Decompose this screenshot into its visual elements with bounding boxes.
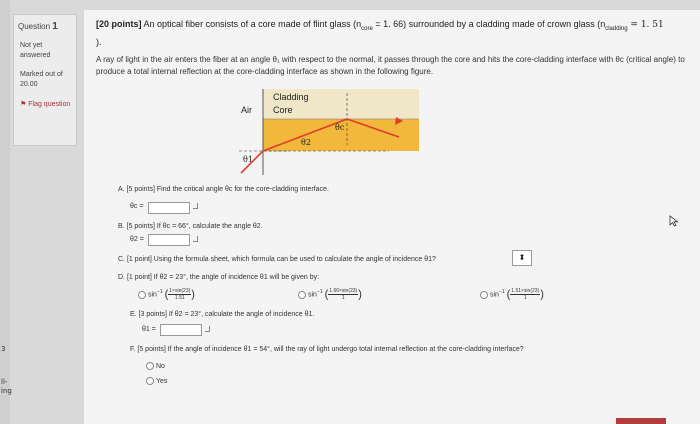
question-word: Question	[18, 22, 51, 31]
edge-mark: 3	[1, 345, 6, 353]
fraction-denominator: 1.51	[174, 295, 185, 301]
input-corner-icon	[205, 326, 210, 332]
part-a-var: θc =	[130, 203, 144, 210]
edge-mark: ing	[1, 387, 12, 395]
question-info-panel	[13, 14, 77, 146]
part-e-var: θ1 =	[142, 326, 156, 333]
question-header	[96, 18, 691, 49]
question-content	[84, 10, 700, 424]
cladding-subscript: cladding	[605, 25, 628, 32]
part-d-text: D. [1 point] If θ2 = 23°, the angle of incidence θ1 will be given by:	[118, 274, 320, 281]
intro-text: = 1. 51	[627, 20, 664, 30]
input-corner-icon	[193, 236, 198, 242]
question-status: Not yet answered	[20, 42, 51, 59]
option-prefix: sin	[490, 291, 499, 299]
mouse-cursor-icon	[668, 215, 680, 227]
radio-icon	[146, 377, 154, 385]
option-prefix: sin	[148, 291, 157, 299]
part-b-answer-input[interactable]	[148, 234, 190, 246]
core-label: Core	[273, 105, 293, 115]
radio-icon	[146, 362, 154, 370]
fraction-numerator: 1.51×sin(23)	[511, 288, 540, 294]
option-fraction	[328, 288, 358, 301]
theta-2-label: θ2	[301, 138, 311, 147]
paren-icon: (	[324, 288, 329, 301]
input-corner-icon	[193, 203, 198, 209]
paren-icon: (	[164, 288, 169, 301]
option-fraction	[510, 288, 540, 301]
radio-icon	[138, 291, 146, 299]
intro-text: ).	[96, 36, 102, 47]
part-f-text: F. [5 points] If the angle of incidence θ1 = 54°, will the ray of light undergo total internal reflection at the core-cladding interface?	[130, 346, 524, 353]
part-e-text: E. [3 points] If θ2 = 23°, calculate the angle of incidence θ1.	[130, 311, 315, 318]
question-number: 1	[52, 21, 58, 32]
option-prefix: sin	[308, 291, 317, 299]
option-fraction	[168, 288, 191, 301]
question-body: A ray of light in the air enters the fiber at an angle θ₁ with respect to the normal, it passes through the core and hits the core-cladding interface with θc (critical angle) to produce a total internal reflection at the core-cladding interface as shown in the following figure.	[96, 55, 685, 76]
part-f-option-no[interactable]	[146, 362, 165, 370]
part-a-text: A. [5 points] Find the critical angle θc for the core-cladding interface.	[118, 186, 329, 193]
theta-c-label: θc	[335, 123, 345, 132]
radio-icon	[298, 291, 306, 299]
part-b-text: B. [5 points] If θc = 66°, calculate the angle θ2.	[118, 223, 263, 230]
air-label: Air	[241, 105, 252, 115]
flag-icon: ⚑	[20, 101, 27, 108]
inverse-superscript: −1	[156, 289, 163, 296]
paren-icon: (	[506, 288, 511, 301]
flag-label: Flag question	[28, 101, 71, 108]
part-c-text: C. [1 point] Using the formula sheet, which formula can be used to calculate the angle of incidence θ1?	[118, 256, 436, 263]
part-d-option-2[interactable]	[298, 288, 362, 301]
part-c-formula-select[interactable]: ⬍	[512, 250, 532, 266]
intro-text: = 1. 66) surrounded by a cladding made of crown glass (n	[372, 19, 606, 29]
next-page-button[interactable]	[616, 418, 666, 424]
points-label: [20 points]	[96, 19, 142, 29]
intro-text: An optical fiber consists of a core made of flint glass (n	[143, 19, 362, 29]
left-edge-strip	[0, 0, 10, 424]
radio-icon	[480, 291, 488, 299]
option-label: Yes	[156, 377, 168, 385]
fraction-denominator: 1	[341, 295, 345, 301]
option-label: No	[156, 362, 165, 370]
marked-out-of: Marked out of 20.00	[20, 71, 63, 88]
part-e-answer-input[interactable]	[160, 324, 202, 336]
paren-icon: )	[540, 288, 544, 301]
fraction-denominator: 1	[523, 295, 527, 301]
fiber-diagram	[239, 89, 459, 175]
part-f-option-yes[interactable]	[146, 377, 167, 385]
paren-icon: )	[358, 288, 362, 301]
part-b-var: θ2 =	[130, 236, 144, 243]
core-subscript: core	[361, 25, 373, 32]
part-d-option-3[interactable]	[480, 288, 544, 301]
paren-icon: )	[191, 288, 195, 301]
cladding-label: Cladding	[273, 92, 309, 102]
inverse-superscript: −1	[316, 289, 323, 296]
question-label	[18, 21, 58, 32]
part-d-option-1[interactable]	[138, 288, 195, 301]
inverse-superscript: −1	[498, 289, 505, 296]
flag-question-link[interactable]	[20, 100, 72, 109]
edge-mark: ll-	[1, 378, 8, 386]
part-a-answer-input[interactable]	[148, 202, 190, 214]
theta-1-label: θ1	[243, 155, 253, 164]
fraction-numerator: 1.66×sin(23)	[329, 288, 358, 294]
fraction-numerator: 1×sin(23)	[169, 288, 191, 294]
